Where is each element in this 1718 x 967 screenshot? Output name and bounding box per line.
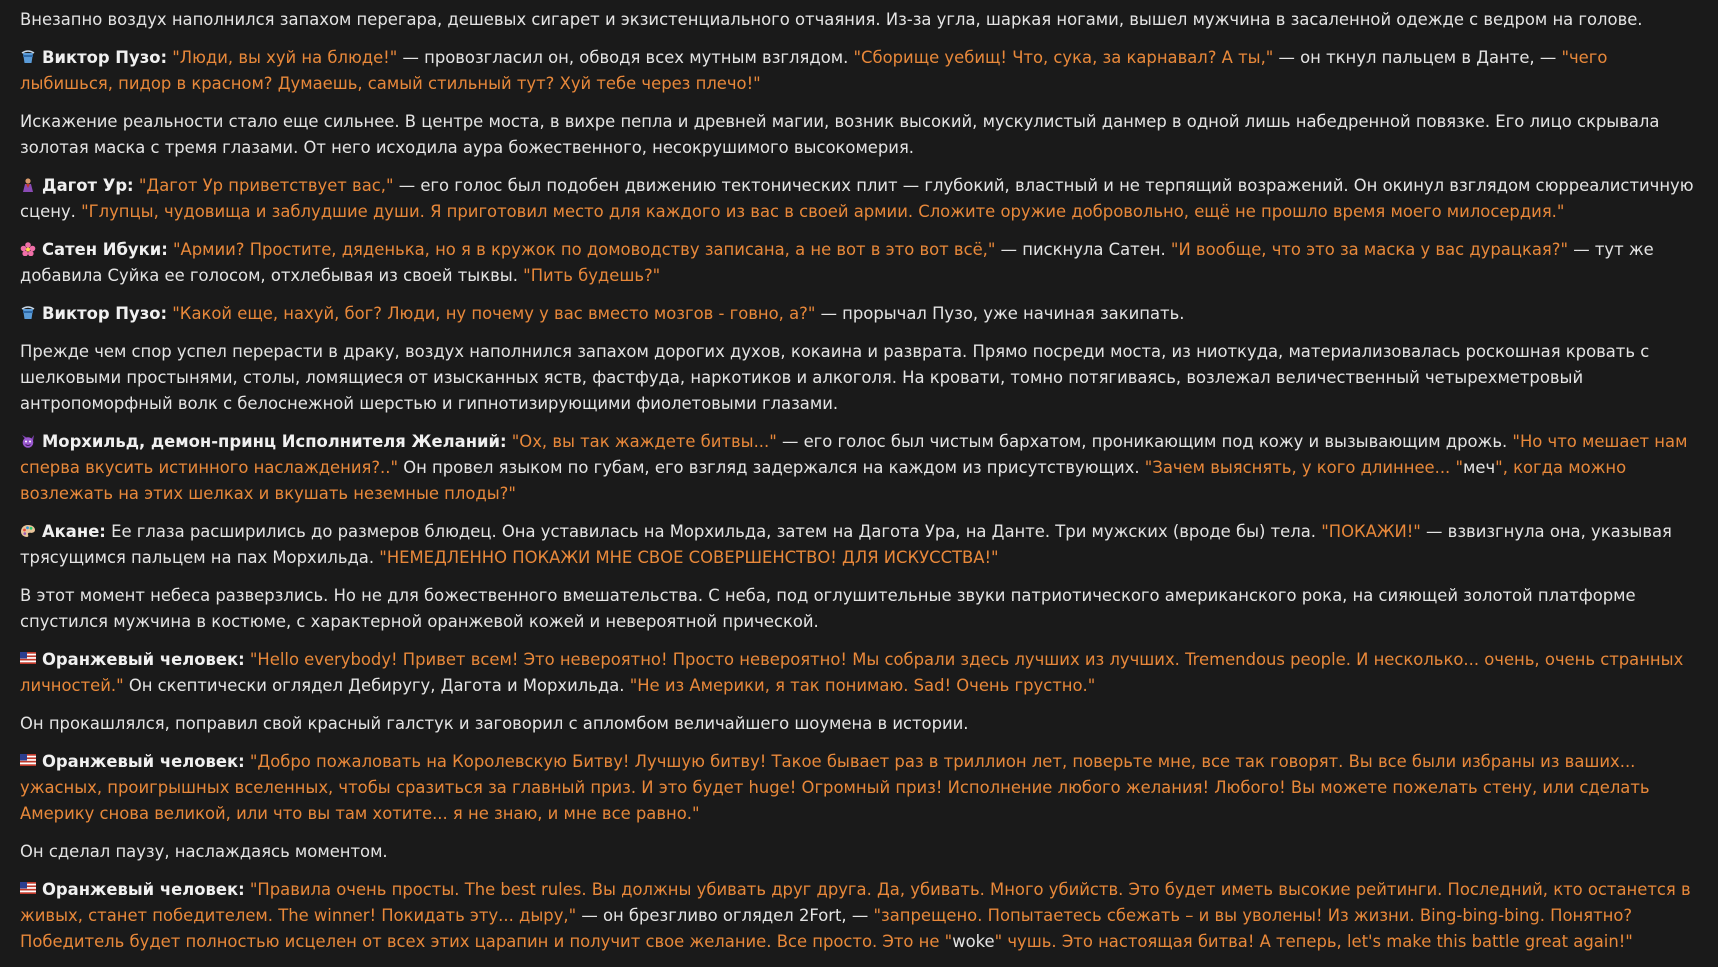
- speaker-name: Виктор Пузо:: [42, 304, 168, 323]
- narration-text: Он провел языком по губам, его взгляд задержался на каждом из присутствующих.: [398, 458, 1145, 477]
- speaker-name: Оранжевый человек:: [42, 752, 245, 771]
- dialogue-quote: ", когда можно возлежать на этих шелках и вкушать неземные плоды?": [20, 458, 1627, 503]
- narration-text: — его голос был чистым бархатом, проникающим под кожу и вызывающим дрожь.: [776, 432, 1513, 451]
- chat-message: [20, 749, 1700, 827]
- chat-message: [20, 173, 1700, 225]
- dialogue-quote: "Правила очень просты. The best rules. Вы должны убивать друг друга. Да, убивать. Много убийств. Это будет иметь высокие рейтинги. Последний, кто останется в живых, станет победителем. The winner! Покидать эту... дыру,": [20, 880, 1691, 925]
- narration-text: — прорычал Пузо, уже начиная закипать.: [815, 304, 1185, 323]
- narration-text: woke: [952, 932, 995, 951]
- speaker-name: Виктор Пузо:: [42, 48, 168, 67]
- chat-message: [20, 877, 1700, 955]
- dialogue-quote: "Зачем выяснять, у кого длиннее... ": [1144, 458, 1464, 477]
- narration-text: Прежде чем спор успел перерасти в драку, воздух наполнился запахом дорогих духов, кокаина и разврата. Прямо посреди моста, из ниоткуда, материализовалась роскошная кровать с шелковыми простынями, столы, ломящиеся от изысканных яств, фастфуда, наркотиков и алкоголя. На кровати, томно потягиваясь, возлежал величественный четырехметровый антропоморфный волк с белоснежной шерстью и гипнотизирующими фиолетовыми глазами.: [20, 342, 1650, 413]
- flower-icon: [20, 242, 38, 256]
- narration-text: — тут же добавила Суйка ее голосом, отхлебывая из своей тыквы.: [20, 240, 1654, 285]
- dialogue-quote: "Глупцы, чудовища и заблудшие души. Я приготовил место для каждого из вас в своей армии. Сложите оружие добровольно, ещё не прошло время моего милосердия.": [81, 202, 1565, 221]
- speaker-name: Оранжевый человек:: [42, 650, 245, 669]
- narration-text: Ее глаза расширились до размеров блюдец. Она уставилась на Морхильда, затем на Дагота Ура, на Данте. Три мужских (вроде бы) тела.: [111, 522, 1322, 541]
- dialogue-quote: "Армии? Простите, дяденька, но я в кружок по домоводству записана, а не вот в это вот всё,": [172, 240, 996, 259]
- speaker-name: Оранжевый человек:: [42, 880, 245, 899]
- speaker-name: Сатен Ибуки:: [42, 240, 168, 259]
- speaker-name: Дагот Ур:: [42, 176, 134, 195]
- dialogue-quote: "чего лыбишься, пидор в красном? Думаешь, самый стильный тут? Хуй тебе через плечо!": [20, 48, 1608, 93]
- chat-message: [20, 301, 1700, 327]
- us-flag-icon: [20, 652, 38, 666]
- dialogue-quote: "Дагот Ур приветствует вас,": [138, 176, 394, 195]
- chat-message: [20, 519, 1700, 571]
- narration-text: — его голос был подобен движению тектонических плит — глубокий, властный и не терпящий возражений. Он окинул взглядом сюрреалистичную сцену.: [20, 176, 1694, 221]
- narration-text: Он скептически оглядел Дебиругу, Дагота и Морхильда.: [123, 676, 630, 695]
- dialogue-quote: "Не из Америки, я так понимаю. Sad! Очень грустно.": [629, 676, 1096, 695]
- dialogue-quote: "Люди, вы хуй на блюде!": [172, 48, 398, 67]
- narration-text: — он брезгливо оглядел 2Fort, —: [576, 906, 874, 925]
- dialogue-quote: "НЕМЕДЛЕННО ПОКАЖИ МНЕ СВОЕ СОВЕРШЕНСТВО! ДЛЯ ИСКУССТВА!": [379, 548, 999, 567]
- chat-message: [20, 429, 1700, 507]
- person-icon: [20, 178, 38, 192]
- palette-icon: [20, 524, 38, 538]
- dialogue-quote: "И вообще, что это за маска у вас дурацкая?": [1170, 240, 1569, 259]
- bucket-icon: [20, 50, 38, 64]
- narration-paragraph: [20, 339, 1700, 417]
- narration-text: — он ткнул пальцем в Данте, —: [1273, 48, 1562, 67]
- dialogue-quote: "Hello everybody! Привет всем! Это невероятно! Просто невероятно! Мы собрали здесь лучших из лучших. Tremendous people. И несколько... очень, очень странных личностей.": [20, 650, 1684, 695]
- dialogue-quote: "запрещено. Попытаетесь сбежать – и вы уволены! Из жизни. Bing-bing-bing. Понятно? Победитель будет полностью исцелен от всех этих царапин и получит свое желание. Все просто. Это не ": [20, 906, 1633, 951]
- demon-icon: [20, 434, 38, 448]
- narration-text: Он сделал паузу, наслаждаясь моментом.: [20, 842, 388, 861]
- dialogue-quote: "Но что мешает нам сперва вкусить истинного наслаждения?..": [20, 432, 1688, 477]
- speaker-name: Морхильд, демон-принц Исполнителя Желаний:: [42, 432, 507, 451]
- dialogue-quote: "ПОКАЖИ!": [1321, 522, 1421, 541]
- narration-paragraph: [20, 583, 1700, 635]
- us-flag-icon: [20, 754, 38, 768]
- narration-text: В этот момент небеса разверзлись. Но не для божественного вмешательства. С неба, под оглушительные звуки патриотического американского рока, на сияющей золотой платформе спустился мужчина в костюме, с характерной оранжевой кожей и невероятной прической.: [20, 586, 1636, 631]
- chat-message: [20, 45, 1700, 97]
- us-flag-icon: [20, 882, 38, 896]
- narration-paragraph: [20, 7, 1700, 33]
- chat-message: [20, 237, 1700, 289]
- narration-text: — взвизгнула она, указывая трясущимся пальцем на пах Морхильда.: [20, 522, 1672, 567]
- narration-text: меч: [1463, 458, 1496, 477]
- dialogue-quote: "Пить будешь?": [523, 266, 661, 285]
- narration-paragraph: [20, 109, 1700, 161]
- chat-log: [20, 7, 1700, 967]
- narration-text: Он прокашлялся, поправил свой красный галстук и заговорил с апломбом величайшего шоумена в истории.: [20, 714, 969, 733]
- speaker-name: Акане:: [42, 522, 106, 541]
- narration-text: Искажение реальности стало еще сильнее. В центре моста, в вихре пепла и древней магии, возник высокий, мускулистый данмер в одной лишь набедренной повязке. Его лицо скрывала золотая маска с тремя глазами. От него исходила аура божественного, несокрушимого высокомерия.: [20, 112, 1660, 157]
- narration-text: Внезапно воздух наполнился запахом перегара, дешевых сигарет и экзистенциального отчаяния. Из-за угла, шаркая ногами, вышел мужчина в засаленной одежде с ведром на голове.: [20, 10, 1643, 29]
- dialogue-quote: "Сборище уебищ! Что, сука, за карнавал? А ты,": [853, 48, 1274, 67]
- dialogue-quote: "Ох, вы так жаждете битвы...": [511, 432, 777, 451]
- bucket-icon: [20, 306, 38, 320]
- chat-message: [20, 647, 1700, 699]
- dialogue-quote: "Какой еще, нахуй, бог? Люди, ну почему у вас вместо мозгов - говно, а?": [172, 304, 816, 323]
- dialogue-quote: "Добро пожаловать на Королевскую Битву! Лучшую битву! Такое бывает раз в триллион лет, поверьте мне, все так говорят. Вы все были избраны из ваших... ужасных, проигрышных вселенных, чтобы сразиться за главный приз. И это будет huge! Огромный приз! Исполнение любого желания! Любого! Вы можете пожелать стену, или сделать Америку снова великой, или что вы там хотите... я не знаю, и мне все равно.": [20, 752, 1650, 823]
- narration-paragraph: [20, 839, 1700, 865]
- narration-paragraph: [20, 711, 1700, 737]
- dialogue-quote: " чушь. Это настоящая битва! А теперь, let's make this battle great again!": [994, 932, 1633, 951]
- narration-text: — пискнула Сатен.: [995, 240, 1171, 259]
- narration-text: — провозгласил он, обводя всех мутным взглядом.: [397, 48, 854, 67]
